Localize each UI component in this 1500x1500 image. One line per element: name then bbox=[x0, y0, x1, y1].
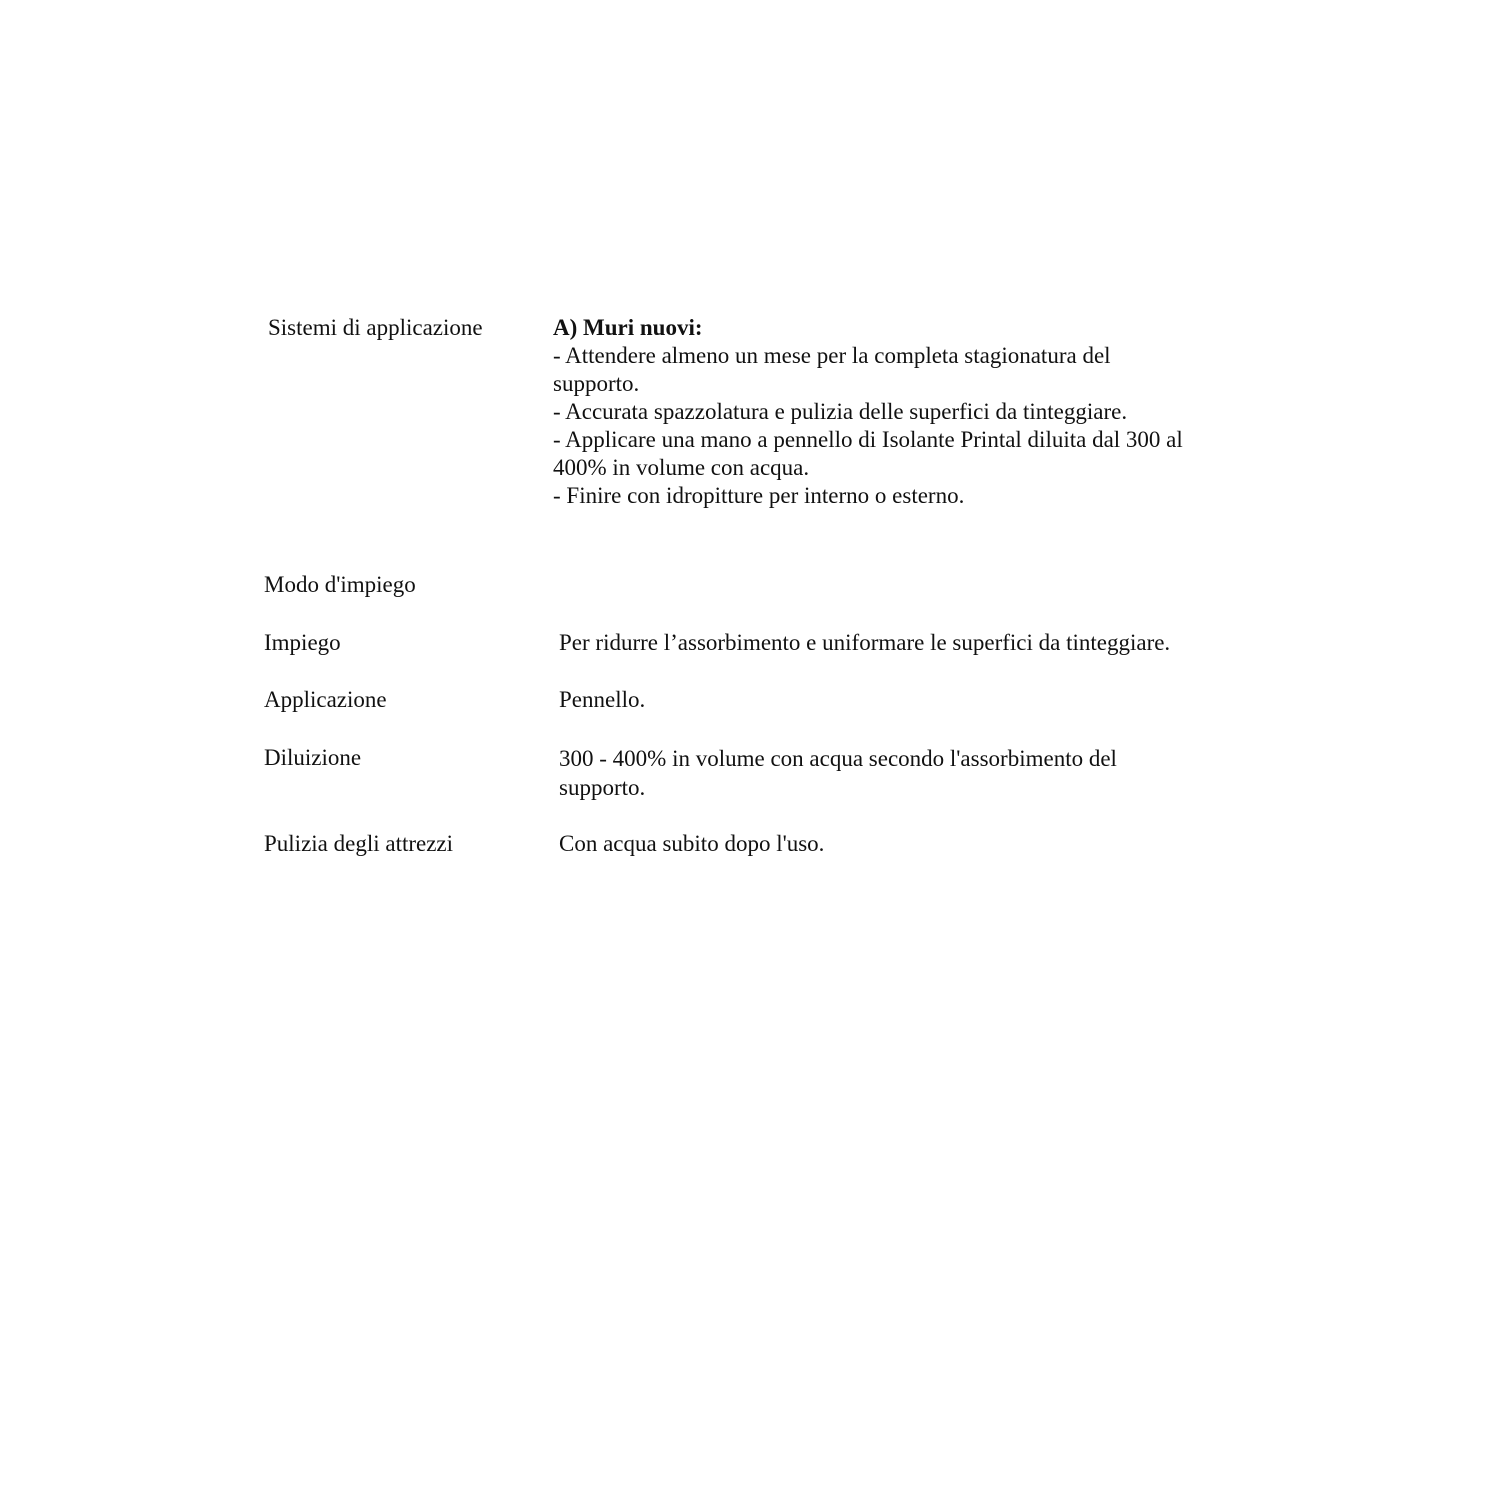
diluizione-line: 300 - 400% in volume con acqua secondo l'assorbimento del bbox=[559, 746, 1117, 771]
sistemi-line: - Accurata spazzolatura e pulizia delle superfici da tinteggiare. bbox=[553, 399, 1128, 424]
sistemi-content bbox=[553, 314, 1183, 510]
sistemi-line: - Finire con idropitture per interno o esterno. bbox=[553, 483, 965, 508]
diluizione-value bbox=[559, 744, 1117, 802]
applicazione-label: Applicazione bbox=[264, 687, 387, 712]
sistemi-line: - Applicare una mano a pennello di Isolante Printal diluita dal 300 al bbox=[553, 427, 1183, 452]
diluizione-label: Diluizione bbox=[264, 745, 362, 770]
pulizia-value: Con acqua subito dopo l'uso. bbox=[559, 831, 825, 856]
sistemi-line: 400% in volume con acqua. bbox=[553, 455, 810, 480]
sistemi-line: supporto. bbox=[553, 371, 640, 396]
sistemi-heading: A) Muri nuovi: bbox=[553, 315, 703, 340]
sistemi-label: Sistemi di applicazione bbox=[268, 315, 483, 340]
diluizione-line: supporto. bbox=[559, 775, 646, 800]
applicazione-value: Pennello. bbox=[559, 687, 646, 712]
sistemi-line: - Attendere almeno un mese per la completa stagionatura del bbox=[553, 343, 1111, 368]
modo-impiego-heading: Modo d'impiego bbox=[264, 572, 416, 597]
impiego-label: Impiego bbox=[264, 630, 341, 655]
impiego-value: Per ridurre l’assorbimento e uniformare le superfici da tinteggiare. bbox=[559, 630, 1171, 655]
pulizia-label: Pulizia degli attrezzi bbox=[264, 831, 454, 856]
